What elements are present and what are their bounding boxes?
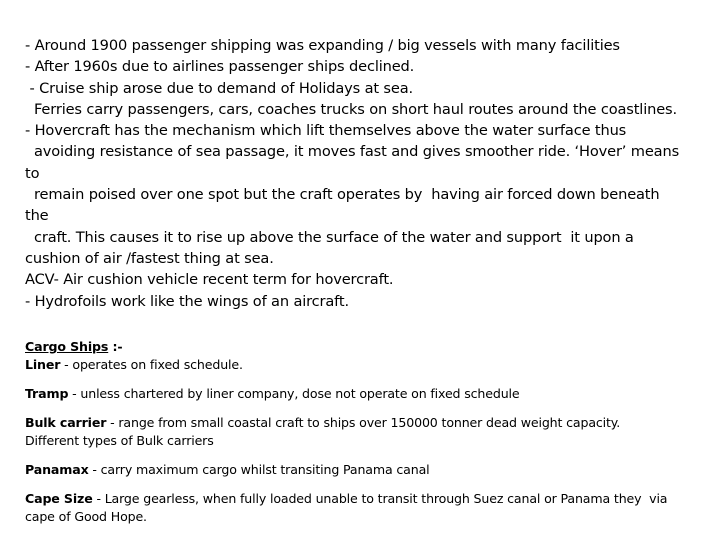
- cape-size-definition: [25, 490, 705, 508]
- bulk-carrier-types: Different types of Bulk carriers: [25, 433, 214, 448]
- tramp-definition: [25, 385, 705, 403]
- cargo-ships-heading: Cargo Ships: [25, 339, 109, 354]
- liner-description: - operates on fixed schedule.: [60, 357, 243, 372]
- bulk-carrier-definition: [25, 414, 705, 432]
- text-line: - Hovercraft has the mechanism which lift themselves above the water surface thus: [25, 122, 627, 140]
- text-line: - Cruise ship arose due to demand of Holidays at sea.: [25, 79, 413, 97]
- text-line: - After 1960s due to airlines passenger ships declined.: [25, 58, 415, 76]
- cape-size-description: - Large gearless, when fully loaded unable to transit through Suez canal or Panama they via: [92, 491, 668, 506]
- bulk-carrier-block: [25, 414, 705, 450]
- cape-size-block: [25, 490, 705, 526]
- cargo-heading-line: [25, 338, 705, 356]
- text-line: Ferries carry passengers, cars, coaches trucks on short haul routes around the coastlines.: [25, 100, 677, 118]
- bulk-carrier-term: Bulk carrier: [25, 415, 107, 430]
- text-line: - Around 1900 passenger shipping was expanding / big vessels with many facilities: [25, 37, 620, 54]
- text-line: avoiding resistance of sea passage, it moves fast and gives smoother ride. ‘Hover’ means: [25, 143, 680, 161]
- panamax-block: [25, 461, 705, 479]
- text-line: the: [25, 207, 49, 225]
- panamax-definition: [25, 461, 705, 479]
- cargo-heading-block: [25, 338, 705, 374]
- text-line: - Hydrofoils work like the wings of an aircraft.: [25, 292, 349, 310]
- bulk-carrier-description: - range from small coastal craft to ships over 150000 tonner dead weight capacity.: [106, 415, 621, 430]
- tramp-description: - unless chartered by liner company, dose not operate on fixed schedule: [68, 386, 520, 401]
- panamax-description: - carry maximum cargo whilst transiting Panama canal: [88, 462, 430, 477]
- cargo-heading-suffix: :-: [108, 339, 123, 354]
- text-line: cushion of air /fastest thing at sea.: [25, 249, 274, 267]
- liner-definition: [25, 356, 705, 374]
- liner-term: Liner: [25, 357, 61, 372]
- text-line: craft. This causes it to rise up above the surface of the water and support it upon a: [25, 228, 634, 246]
- cape-size-term: Cape Size: [25, 491, 93, 506]
- text-line: remain poised over one spot but the craft operates by having air forced down beneath: [25, 186, 660, 204]
- cargo-ships-section: [25, 338, 705, 537]
- tramp-block: [25, 385, 705, 403]
- text-line: ACV- Air cushion vehicle recent term for hovercraft.: [25, 271, 394, 289]
- tramp-term: Tramp: [25, 386, 69, 401]
- panamax-term: Panamax: [25, 462, 89, 477]
- text-line: to: [25, 164, 40, 182]
- cape-size-continuation: cape of Good Hope.: [25, 509, 147, 524]
- passenger-shipping-notes: [25, 35, 705, 312]
